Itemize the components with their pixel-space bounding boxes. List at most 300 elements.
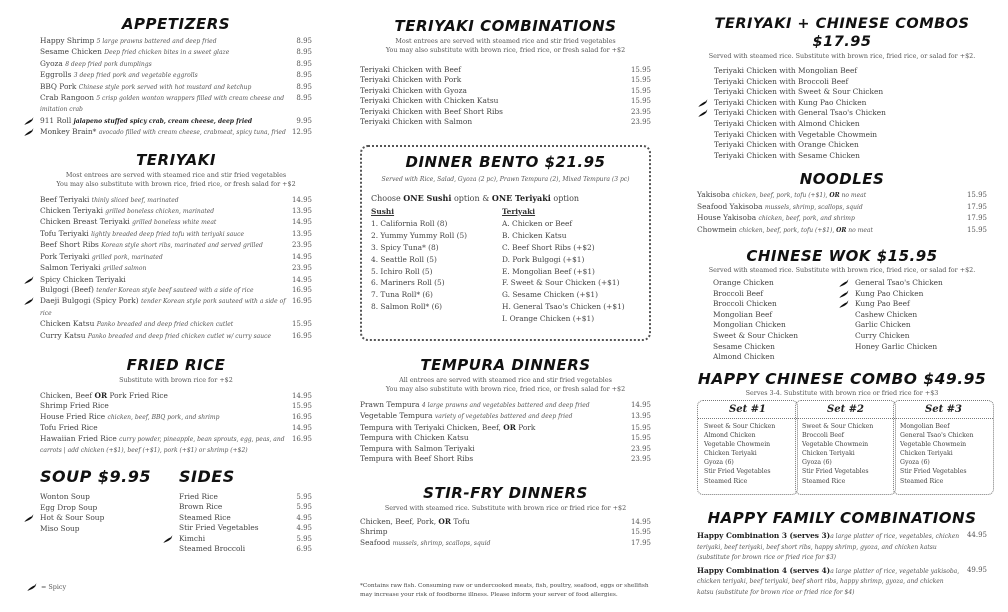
item-price: 16.95 bbox=[291, 412, 312, 421]
item-price: 23.95 bbox=[630, 107, 651, 116]
menu-item bbox=[40, 513, 160, 524]
item-name: House Fried Rice chicken, beef, BBQ pork, and shrimp bbox=[40, 411, 220, 421]
menu-item bbox=[713, 299, 855, 310]
menu-item bbox=[360, 65, 651, 75]
menu-item bbox=[697, 225, 987, 236]
menu-item bbox=[360, 86, 651, 96]
item-price: 17.95 bbox=[630, 538, 651, 547]
appetizers-list bbox=[40, 36, 312, 139]
menu-item bbox=[855, 289, 943, 300]
set-box-2 bbox=[795, 400, 896, 495]
menu-item bbox=[360, 454, 651, 464]
bento-served: Served with Rice, Salad, Gyoza (2 pc), Prawn Tempura (2), Mixed Tempura (3 pc) bbox=[381, 176, 630, 183]
menu-item bbox=[179, 534, 312, 544]
tc-combos-list bbox=[697, 66, 987, 161]
menu-item bbox=[714, 130, 987, 141]
menu-item bbox=[40, 401, 312, 411]
item-name: Teriyaki Chicken with Broccoli Beef bbox=[714, 76, 849, 86]
item-name: Vegetable Tempura variety of vegetables battered and deep fried bbox=[360, 411, 573, 421]
item-description: a large platter of rice, vegetable yakisoba, chicken teriyaki, beef teriyaki, beef short ribs, happy shrimp, gyoza, and chicken katsu (substitute for brown rice or fried rice for $4) bbox=[697, 567, 960, 596]
spicy-legend bbox=[27, 583, 66, 591]
item-price: 14.95 bbox=[630, 518, 651, 526]
item-name: Happy Combination 4 (serves 4) bbox=[697, 565, 831, 575]
menu-item bbox=[713, 352, 855, 363]
item-name: Broccoli Chicken bbox=[713, 299, 777, 309]
happy-combo-title: HAPPY CHINESE COMBO $49.95 bbox=[697, 369, 987, 388]
item-name: Teriyaki Chicken with Beef Short Ribs bbox=[360, 106, 503, 116]
menu-item bbox=[40, 206, 312, 217]
menu-item bbox=[714, 87, 987, 98]
item-name: Curry Chicken bbox=[855, 330, 910, 340]
item-price: 23.95 bbox=[291, 241, 312, 250]
item-description: avocado filled with cream cheese, crabmeat, spicy tuna, fried bbox=[98, 129, 286, 137]
item-price: 16.95 bbox=[291, 331, 312, 340]
option-item: 7. Tuna Roll* (6) bbox=[371, 290, 433, 300]
item-name: Teriyaki Chicken with Vegetable Chowmein bbox=[714, 129, 878, 139]
set-items bbox=[894, 419, 993, 486]
item-name: Mongolian Beef bbox=[713, 309, 773, 319]
menu-item bbox=[855, 342, 943, 353]
item-price: 5.95 bbox=[296, 534, 312, 543]
item-name: Beef Short Ribs Korean style short ribs, marinated and served grilled bbox=[40, 240, 263, 250]
option-item: Gyoza (6) bbox=[704, 459, 734, 467]
wok-left-list bbox=[713, 278, 855, 363]
set-title: Set #1 bbox=[698, 401, 797, 419]
tempura-title: TEMPURA DINNERS bbox=[420, 356, 591, 374]
item-name: Chicken Katsu Panko breaded and deep fried chicken cutlet bbox=[40, 319, 234, 329]
menu-item bbox=[40, 319, 312, 330]
item-name: Prawn Tempura 4 large prawns and vegetables battered and deep fried bbox=[360, 400, 590, 409]
option-item: Chicken Teriyaki bbox=[802, 450, 855, 458]
set-items bbox=[796, 419, 895, 486]
teriyaki-combos-list bbox=[360, 65, 651, 127]
menu-item bbox=[360, 117, 651, 127]
fried-rice-list bbox=[40, 391, 312, 456]
item-price: 16.95 bbox=[291, 297, 312, 306]
teriyaki-option-list bbox=[502, 218, 625, 325]
pepper-icon bbox=[24, 128, 34, 136]
menu-item bbox=[179, 502, 312, 512]
menu-item bbox=[40, 59, 312, 70]
item-price: 14.95 bbox=[291, 424, 312, 433]
option-item: Chicken Teriyaki bbox=[704, 450, 757, 458]
item-description: Korean style short ribs, marinated and served grilled bbox=[101, 242, 263, 250]
option-item: 8. Salmon Roll* (6) bbox=[371, 302, 443, 312]
pepper-icon bbox=[163, 535, 173, 543]
item-name: Curry Katsu Panko breaded and deep fried chicken cutlet w/ curry sauce bbox=[40, 330, 271, 340]
item-name: Gyoza 8 deep fried pork dumplings bbox=[40, 58, 152, 68]
item-name: Spicy Chicken Teriyaki bbox=[40, 274, 126, 284]
option-item: Sweet & Sour Chicken bbox=[802, 423, 874, 430]
item-price: 15.95 bbox=[630, 86, 651, 95]
item-name: Monkey Brain* avocado filled with cream cheese, crabmeat, spicy tuna, fried bbox=[40, 127, 286, 137]
item-price: 17.95 bbox=[966, 214, 987, 223]
menu-item bbox=[697, 213, 987, 224]
option-item: General Tsao's Chicken bbox=[900, 432, 974, 440]
menu-item bbox=[40, 524, 160, 535]
item-price: 23.95 bbox=[630, 118, 651, 127]
menu-item bbox=[713, 342, 855, 353]
option-item: C. Beef Short Ribs (+$2) bbox=[502, 242, 595, 252]
item-name: Kimchi bbox=[179, 533, 206, 543]
wok-note: Served with steamed rice. Substitute with brown rice, fried rice, or salad for +$2. bbox=[708, 265, 976, 274]
item-price: 16.95 bbox=[291, 285, 312, 294]
item-price: 8.95 bbox=[296, 59, 312, 68]
item-name: Chicken, Beef OR Pork Fried Rice bbox=[40, 390, 168, 400]
item-name: Eggrolls 3 deep fried pork and vegetable eggrolls bbox=[40, 70, 198, 80]
item-name: Sesame Chicken bbox=[713, 341, 775, 351]
item-price: 15.95 bbox=[630, 434, 651, 443]
teriyaki-list bbox=[40, 195, 312, 342]
menu-item bbox=[179, 544, 312, 554]
item-price: 5.95 bbox=[296, 493, 312, 501]
item-name: 911 Roll jalapeno stuffed spicy crab, cream cheese, deep fried bbox=[40, 115, 253, 125]
item-name: Tempura with Beef Short Ribs bbox=[360, 454, 474, 464]
item-description: chicken, beef, pork, tofu (+$1), OR no meat bbox=[732, 192, 867, 200]
family-title: HAPPY FAMILY COMBINATIONS bbox=[707, 509, 977, 527]
item-price: 23.95 bbox=[630, 444, 651, 453]
item-price: 8.95 bbox=[296, 94, 312, 103]
tempura-note-1: All entrees are served with steamed rice and stir fried vegetables bbox=[399, 376, 612, 384]
item-price: 4.95 bbox=[296, 513, 312, 522]
sushi-options bbox=[371, 206, 502, 325]
teriyaki-header: Teriyaki bbox=[502, 207, 536, 216]
item-description: 8 deep fried pork dumplings bbox=[65, 60, 152, 68]
teriyaki-combos-note-1: Most entrees are served with steamed rice and stir fried vegetables bbox=[395, 37, 616, 45]
item-name: Teriyaki Chicken with Beef bbox=[360, 65, 461, 74]
item-name: Chowmein chicken, beef, pork, tofu (+$1), OR no meat bbox=[697, 224, 873, 234]
item-name: Miso Soup bbox=[40, 523, 80, 533]
item-name: Happy Shrimp 5 large prawns battered and deep fried bbox=[40, 36, 217, 45]
item-price: 17.95 bbox=[966, 202, 987, 211]
menu-item bbox=[40, 285, 312, 296]
menu-item bbox=[40, 47, 312, 58]
menu-item bbox=[360, 527, 651, 537]
item-description: Chinese style pork served with hot mustard and ketchup bbox=[78, 83, 252, 91]
option-item: D. Pork Bulgogi (+$1) bbox=[502, 254, 585, 264]
item-description: grilled pork, marinated bbox=[91, 253, 163, 261]
menu-item bbox=[855, 299, 943, 310]
item-name: Pork Teriyaki grilled pork, marinated bbox=[40, 251, 163, 261]
item-description: lightly breaded deep fried tofu with teriyaki sauce bbox=[91, 230, 245, 238]
menu-item bbox=[360, 411, 651, 422]
menu-item bbox=[40, 412, 312, 423]
item-name: Orange Chicken bbox=[713, 277, 774, 287]
option-item: Gyoza (6) bbox=[900, 459, 930, 467]
menu-item bbox=[855, 331, 943, 342]
menu-item bbox=[714, 98, 987, 109]
menu-item bbox=[714, 119, 987, 130]
item-price: 8.95 bbox=[296, 82, 312, 91]
menu-item bbox=[855, 320, 943, 331]
option-item: H. General Tsao's Chicken (+$1) bbox=[502, 302, 625, 312]
item-name: Teriyaki Chicken with Gyoza bbox=[360, 85, 467, 95]
option-item: I. Orange Chicken (+$1) bbox=[502, 314, 595, 324]
family-list bbox=[697, 531, 987, 598]
item-name: Teriyaki Chicken with General Tsao's Chicken bbox=[714, 108, 886, 118]
item-price: 6.95 bbox=[296, 545, 312, 554]
tempura-note-2: You may also substitute with brown rice, fried rice, or fresh salad for +$2 bbox=[385, 385, 626, 393]
option-item: Vegetable Chowmein bbox=[704, 441, 771, 449]
teriyaki-note-1: Most entrees are served with steamed rice and stir fried vegetables bbox=[65, 170, 287, 179]
item-name: Teriyaki Chicken with Salmon bbox=[360, 117, 473, 127]
item-name: Mongolian Chicken bbox=[713, 320, 786, 330]
pepper-icon bbox=[839, 300, 849, 308]
item-price: 13.95 bbox=[291, 207, 312, 216]
option-item: Steamed Rice bbox=[704, 477, 748, 485]
item-description: Deep fried chicken bites in a sweet glaze bbox=[104, 49, 230, 57]
item-name: BBQ Pork Chinese style pork served with hot mustard and ketchup bbox=[40, 81, 252, 91]
item-price: 9.95 bbox=[296, 116, 312, 125]
item-description: 5 large prawns battered and deep fried bbox=[96, 38, 217, 45]
item-price: 15.95 bbox=[630, 423, 651, 432]
item-name: Teriyaki Chicken with Chicken Katsu bbox=[360, 96, 499, 106]
set-title: Set #3 bbox=[894, 401, 993, 419]
item-description: variety of vegetables battered and deep fried bbox=[434, 413, 573, 421]
item-name: Steamed Rice bbox=[179, 512, 231, 522]
option-item: Broccoli Beef bbox=[802, 432, 844, 440]
item-name: Crab Rangoon 5 crisp golden wonton wrappers filled with cream cheese and imitation crab bbox=[40, 93, 285, 114]
family-combo-item bbox=[697, 566, 987, 598]
item-name: Seafood mussels, shrimp, scallops, squid bbox=[360, 537, 491, 547]
item-price: 13.95 bbox=[630, 412, 651, 421]
item-price: 15.95 bbox=[291, 320, 312, 329]
menu-item bbox=[40, 391, 312, 401]
choose-text-mid: option & bbox=[453, 194, 490, 203]
sushi-list bbox=[371, 218, 502, 313]
menu-item bbox=[179, 523, 312, 533]
appetizers-title: APPETIZERS bbox=[121, 15, 231, 33]
item-name: Fried Rice bbox=[179, 492, 218, 501]
bento-title: DINNER BENTO $21.95 bbox=[405, 153, 606, 171]
item-price: 8.95 bbox=[296, 48, 312, 57]
item-name: Hot & Sour Soup bbox=[40, 513, 105, 523]
item-description: thinly sliced beef, marinated bbox=[91, 196, 179, 204]
option-item: F. Sweet & Sour Chicken (+$1) bbox=[502, 278, 620, 288]
item-name: House Yakisoba chicken, beef, pork, and shrimp bbox=[697, 213, 855, 223]
tempura-list bbox=[360, 400, 651, 464]
option-item: G. Sesame Chicken (+$1) bbox=[502, 290, 598, 300]
item-name: Chicken Breast Teriyaki grilled boneless white meat bbox=[40, 217, 217, 227]
option-item: A. Chicken or Beef bbox=[502, 218, 573, 228]
menu-item bbox=[40, 275, 312, 285]
item-description: jalapeno stuffed spicy crab, cream cheese, deep fried bbox=[73, 117, 253, 125]
item-price: 14.95 bbox=[630, 401, 651, 409]
menu-item bbox=[714, 108, 987, 119]
sides-list bbox=[179, 492, 312, 554]
item-name: Teriyaki Chicken with Sesame Chicken bbox=[714, 150, 860, 160]
item-description: grilled boneless white meat bbox=[132, 219, 217, 227]
choose-teriyaki: ONE Teriyaki bbox=[491, 193, 551, 203]
menu-item bbox=[40, 331, 312, 342]
stirfry-list bbox=[360, 517, 651, 549]
item-price: 14.95 bbox=[291, 252, 312, 261]
item-price: 49.95 bbox=[966, 565, 987, 574]
item-name: Teriyaki Chicken with Pork bbox=[360, 75, 462, 85]
option-item: Steamed Rice bbox=[900, 477, 944, 485]
menu-item bbox=[714, 151, 987, 162]
option-item: Gyoza (6) bbox=[802, 459, 832, 467]
item-description: chicken, beef, pork, and shrimp bbox=[758, 215, 855, 223]
menu-item bbox=[40, 240, 312, 251]
menu-item bbox=[40, 93, 312, 116]
pepper-icon bbox=[24, 514, 34, 522]
item-name: Tempura with Chicken Katsu bbox=[360, 433, 469, 443]
soup-section bbox=[40, 468, 160, 534]
soup-list bbox=[40, 492, 160, 534]
menu-item bbox=[40, 434, 312, 457]
menu-item bbox=[179, 492, 312, 502]
item-price: 14.95 bbox=[291, 391, 312, 400]
wok-columns bbox=[697, 278, 987, 363]
option-item: Sweet & Sour Chicken bbox=[704, 423, 776, 430]
item-description: tender Korean style beef sauteed with a side of rice bbox=[96, 286, 254, 294]
item-name: Broccoli Beef bbox=[713, 288, 764, 298]
menu-item bbox=[40, 36, 312, 47]
item-price: 14.95 bbox=[291, 218, 312, 227]
item-description: tender Korean style pork sauteed with a side of rice bbox=[40, 298, 286, 317]
pepper-icon bbox=[839, 290, 849, 298]
family-combo-item bbox=[697, 531, 987, 563]
item-description: chicken, beef, BBQ pork, and shrimp bbox=[107, 413, 220, 421]
column-right bbox=[697, 0, 987, 398]
item-name: Sesame Chicken Deep fried chicken bites in a sweet glaze bbox=[40, 47, 230, 57]
choose-text-post: option bbox=[553, 194, 580, 203]
item-name: Egg Drop Soup bbox=[40, 502, 98, 512]
teriyaki-combos-note-2: You may also substitute with brown rice, fried rice, or fresh salad for +$2 bbox=[385, 46, 626, 54]
item-price: 15.95 bbox=[291, 402, 312, 411]
legend-label: = Spicy bbox=[41, 583, 67, 591]
item-description: 3 deep fried pork and vegetable eggrolls bbox=[73, 72, 198, 80]
option-item: Stir Fried Vegetables bbox=[704, 468, 771, 476]
family-section bbox=[697, 509, 987, 601]
menu-item bbox=[360, 75, 651, 85]
item-description: curry powder, pineapple, bean sprouts, egg, peas, and carrots | add chicken (+$1), beef (+$1), pork (+$1) or shrimp (+$2) bbox=[40, 435, 285, 454]
menu-item bbox=[40, 229, 312, 240]
item-name: Shrimp Fried Rice bbox=[40, 401, 109, 411]
pepper-icon bbox=[698, 109, 708, 117]
option-item: Mongolian Beef bbox=[900, 423, 950, 430]
item-description: 4 large prawns and vegetables battered and deep fried bbox=[421, 402, 590, 409]
pepper-icon bbox=[24, 297, 34, 305]
option-item: B. Chicken Katsu bbox=[502, 230, 567, 240]
tc-combos-note: Served with steamed rice. Substitute with brown rice, fried rice, or salad for +$2. bbox=[708, 52, 976, 60]
option-item: Vegetable Chowmein bbox=[900, 441, 967, 449]
option-item: Stir Fried Vegetables bbox=[900, 468, 967, 476]
teriyaki-note-2: You may also substitute with brown rice, fried rice, or fresh salad for +$2 bbox=[56, 179, 296, 188]
dinner-bento-box bbox=[360, 145, 651, 341]
noodles-title: NOODLES bbox=[799, 170, 885, 189]
item-name: Teriyaki Chicken with Almond Chicken bbox=[714, 118, 860, 128]
menu-item bbox=[855, 278, 943, 289]
choose-text: Choose bbox=[371, 194, 401, 203]
item-description: Panko breaded and deep fried chicken cutlet bbox=[96, 321, 234, 329]
item-name: Sweet & Sour Chicken bbox=[713, 330, 799, 340]
menu-item bbox=[714, 77, 987, 88]
menu-item bbox=[40, 503, 160, 514]
option-item: E. Mongolian Beef (+$1) bbox=[502, 266, 595, 276]
menu-item bbox=[360, 107, 651, 117]
item-name: Almond Chicken bbox=[713, 352, 775, 362]
menu-item bbox=[713, 289, 855, 300]
item-name: Tofu Fried Rice bbox=[40, 423, 98, 433]
item-name: Teriyaki Chicken with Sweet & Sour Chicken bbox=[714, 87, 884, 97]
sides-title: SIDES bbox=[179, 467, 235, 486]
option-item: 1. California Roll (8) bbox=[371, 218, 448, 228]
noodles-list bbox=[697, 190, 987, 236]
item-name: Chicken, Beef, Pork, OR Tofu bbox=[360, 517, 470, 526]
menu-item bbox=[40, 423, 312, 433]
tc-combos-title: TERIYAKI + CHINESE COMBOS $17.95 bbox=[714, 16, 970, 50]
option-item: 5. Ichiro Roll (5) bbox=[371, 266, 433, 276]
item-price: 4.95 bbox=[296, 524, 312, 533]
item-price: 14.95 bbox=[291, 275, 312, 284]
item-name: Cashew Chicken bbox=[855, 309, 918, 319]
menu-item bbox=[713, 320, 855, 331]
option-item: 6. Mariners Roll (5) bbox=[371, 278, 445, 288]
item-price: 15.95 bbox=[630, 66, 651, 74]
menu-item bbox=[697, 190, 987, 201]
happy-combo-note: Serves 3-4. Substitute with brown rice or fried rice for +$3 bbox=[745, 388, 939, 397]
option-item: Almond Chicken bbox=[704, 432, 756, 440]
pepper-icon bbox=[24, 276, 34, 284]
menu-item bbox=[713, 331, 855, 342]
item-name: Kung Pao Chicken bbox=[855, 288, 924, 298]
menu-item bbox=[360, 400, 651, 411]
bento-options bbox=[371, 206, 649, 325]
item-name: Happy Combination 3 (serves 3) bbox=[697, 531, 831, 540]
item-price: 15.95 bbox=[630, 528, 651, 537]
item-price: 14.95 bbox=[291, 195, 312, 204]
set-items bbox=[698, 419, 797, 486]
pepper-icon bbox=[839, 279, 849, 287]
item-price: 23.95 bbox=[630, 455, 651, 464]
item-name: Shrimp bbox=[360, 527, 388, 537]
item-description: 5 crisp golden wonton wrappers filled with cream cheese and imitation crab bbox=[40, 95, 285, 114]
menu-item bbox=[40, 492, 160, 503]
item-name: Seafood Yakisoba mussels, shrimp, scallops, squid bbox=[697, 201, 863, 211]
menu-item bbox=[360, 444, 651, 454]
item-description: mussels, shrimp, scallops, squid bbox=[392, 539, 491, 547]
item-price: 8.95 bbox=[296, 71, 312, 80]
item-description: grilled salmon bbox=[102, 265, 147, 273]
menu-item bbox=[360, 517, 651, 527]
item-name: Teriyaki Chicken with Mongolian Beef bbox=[714, 66, 858, 75]
menu-item bbox=[713, 278, 855, 289]
menu-item bbox=[40, 127, 312, 138]
item-description: grilled boneless chicken, marinated bbox=[105, 208, 215, 216]
menu-item bbox=[179, 513, 312, 523]
item-description: mussels, shrimp, scallops, squid bbox=[764, 203, 863, 211]
stirfry-title: STIR-FRY DINNERS bbox=[423, 484, 588, 502]
column-left bbox=[40, 0, 312, 456]
item-name: Chicken Teriyaki grilled boneless chicken, marinated bbox=[40, 206, 215, 216]
item-name: Beef Teriyaki thinly sliced beef, marinated bbox=[40, 194, 179, 204]
menu-item bbox=[40, 217, 312, 228]
fried-rice-title: FRIED RICE bbox=[126, 355, 226, 374]
raw-fish-disclaimer: *Contains raw fish. Consuming raw or undercooked meats, fish, poultry, seafood, eggs or shellfish may increase your risk of foodborne illness. Please inform your server of food allergies. bbox=[360, 583, 649, 598]
pepper-icon bbox=[24, 117, 34, 125]
set-box-1 bbox=[697, 400, 798, 495]
item-name: Stir Fried Vegetables bbox=[179, 523, 259, 533]
menu-item bbox=[714, 140, 987, 151]
item-price: 15.95 bbox=[630, 97, 651, 106]
menu-item bbox=[40, 252, 312, 263]
menu-item bbox=[360, 423, 651, 433]
item-price: 15.95 bbox=[966, 225, 987, 234]
item-name: Tempura with Salmon Teriyaki bbox=[360, 443, 475, 453]
pepper-icon bbox=[27, 583, 37, 591]
